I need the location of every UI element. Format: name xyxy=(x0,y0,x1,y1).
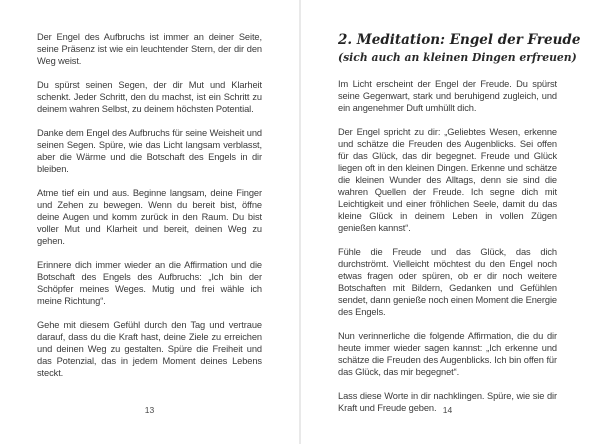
paragraph: Gehe mit diesem Gefühl durch den Tag und vertraue darauf, dass du die Kraft hast, deine Ziele zu erreichen und deinen Weg zu gestalten. Spüre die Freiheit und das Potenzial, das in jedem Moment deines Lebens steckt. xyxy=(37,320,262,378)
paragraph: Nun verinnerliche die folgende Affirmation, die du dir heute immer wieder sagen kannst: „Ich erkenne und schätze die Freuden des Augenblicks. Ich bin offen für das Glück, das mir begegnet“. xyxy=(338,331,557,377)
paragraph: Atme tief ein und aus. Beginne langsam, deine Finger und Zehen zu bewegen. Wenn du bereit bist, öffne deine Augen und komm zurück in den Raum. Du bist voller Mut und Klarheit und bereit, deinen Weg zu gehen. xyxy=(37,188,262,246)
chapter-title: 2. Meditation: Engel der Freude xyxy=(338,32,581,48)
page-right-body xyxy=(338,78,557,414)
page-number-right: 14 xyxy=(442,405,453,415)
page-number-left: 13 xyxy=(144,405,155,415)
chapter-subtitle: (sich auch an kleinen Dingen erfreuen) xyxy=(338,51,577,64)
page-left xyxy=(0,0,299,444)
page-right xyxy=(301,0,600,444)
paragraph: Erinnere dich immer wieder an die Affirmation und die Botschaft des Engels des Aufbruchs: „Ich bin der Schöpfer meines Weges. Mutig und frei wähle ich meine Richtung“. xyxy=(37,260,262,306)
paragraph: Der Engel des Aufbruchs ist immer an deiner Seite, seine Präsenz ist wie ein leuchtender Stern, der dir den Weg weist. xyxy=(37,32,262,66)
paragraph: Du spürst seinen Segen, der dir Mut und Klarheit schenkt. Jeder Schritt, den du machst, ist ein Schritt zu deinem wahren Selbst, zu deinem höchsten Potential. xyxy=(37,80,262,114)
paragraph: Der Engel spricht zu dir: „Geliebtes Wesen, erkenne und schätze die Freuden des Augenblicks. Sei offen für das Glück, das dir begegnet. Freude und Glück liegen oft in den kleinen Dingen. Erkenne und schätze die kleinen Wunder des Alltags, denn sie sind die wahren Quellen der Freude. Ich segne dich mit Leichtigkeit und einer fröhlichen Seele, damit du das kleine Glück in deinem Leben in vollen Zügen genießen kannst“. xyxy=(338,127,557,233)
paragraph: Danke dem Engel des Aufbruchs für seine Weisheit und seinen Segen. Spüre, wie das Licht langsam verblasst, aber die Wärme und die Botschaft des Engels in dir bleiben. xyxy=(37,128,262,174)
paragraph: Im Licht erscheint der Engel der Freude. Du spürst seine Gegenwart, stark und beruhigend zugleich, und ein angenehmer Duft umhüllt dich. xyxy=(338,79,557,113)
page-left-body xyxy=(37,31,262,379)
paragraph: Fühle die Freude und das Glück, das dich durchströmt. Vielleicht möchtest du den Engel noch etwas fragen oder spüren, ob er dir noch weitere Botschaften mit Bildern, Gedanken und Gefühlen sendet, dann genieße noch einen Moment die Energie des Engels. xyxy=(338,247,557,317)
paragraph: Lass diese Worte in dir nachklingen. Spüre, wie sie dir Kraft und Freude geben. xyxy=(338,391,557,413)
